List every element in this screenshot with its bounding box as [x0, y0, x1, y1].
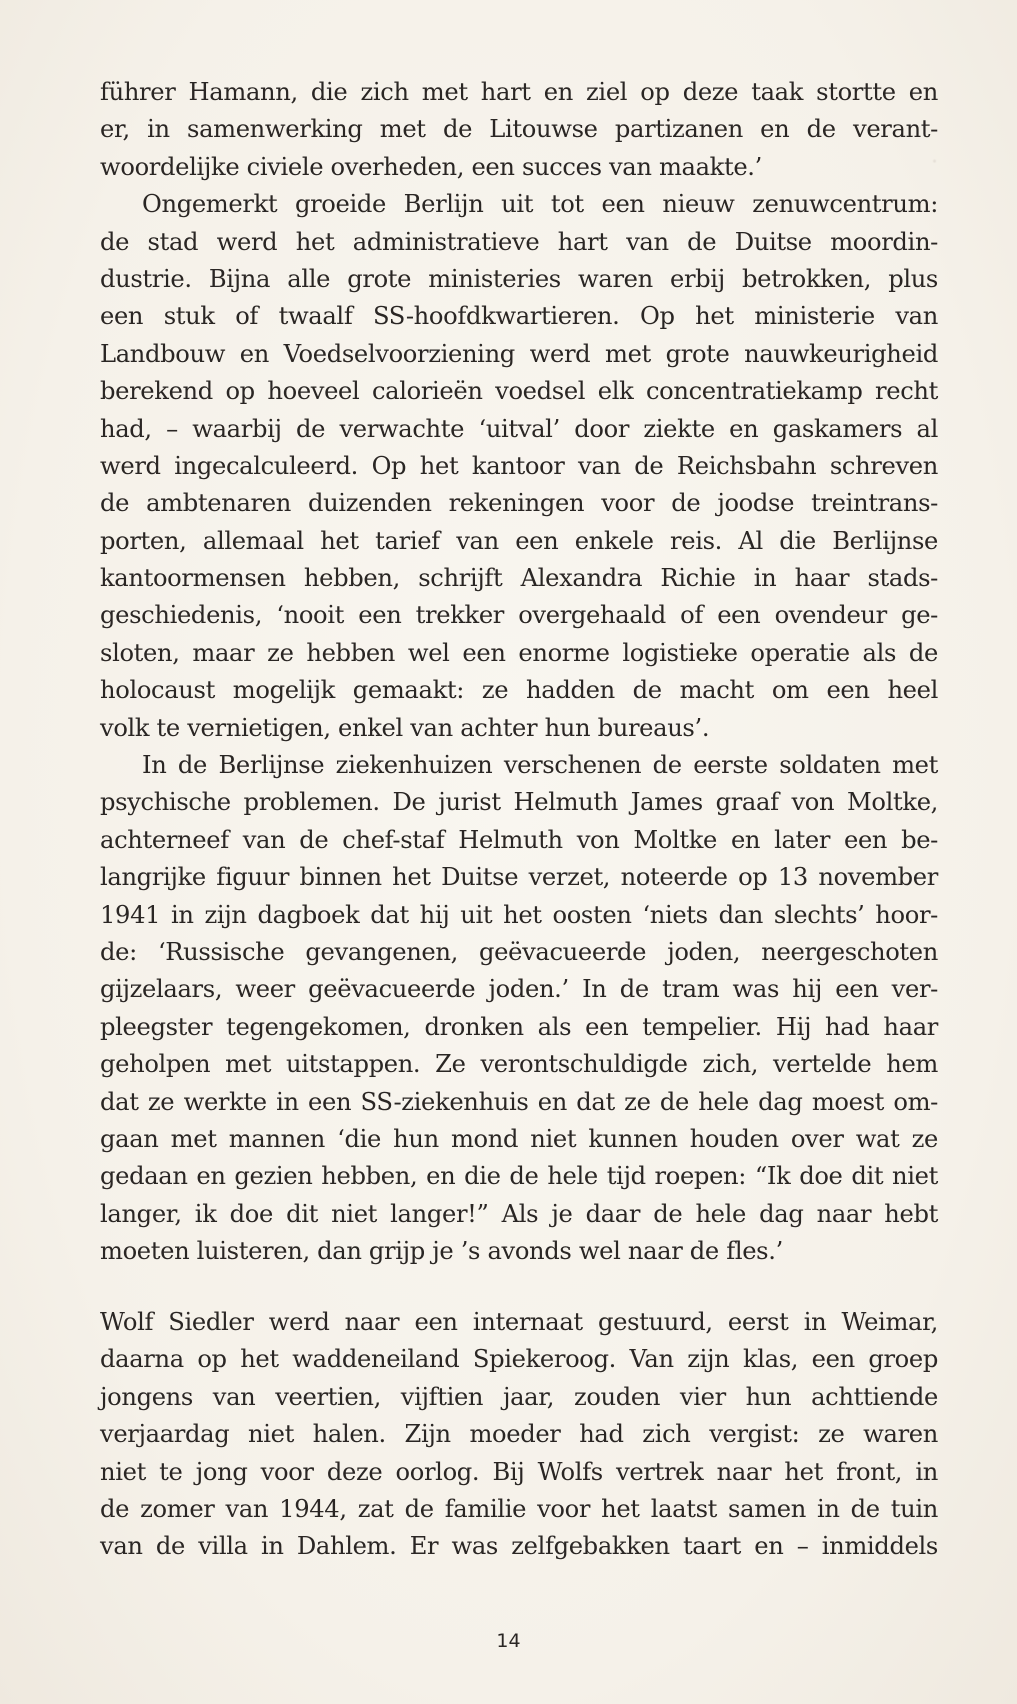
- text-line: de ambtenaren duizenden rekeningen voor de joodse treintrans-: [100, 489, 938, 518]
- text-line: gedaan en gezien hebben, en die de hele tijd roepen: “Ik doe dit niet: [100, 1162, 938, 1191]
- text-line: jongens van veertien, vijftien jaar, zouden vier hun achttiende: [100, 1382, 938, 1411]
- text-line: er, in samenwerking met de Litouwse partizanen en de verant-: [100, 115, 938, 144]
- text-line: niet te jong voor deze oorlog. Bij Wolfs vertrek naar het front, in: [100, 1457, 938, 1486]
- text-line: Ongemerkt groeide Berlijn uit tot een nieuw zenuwcentrum:: [142, 190, 938, 219]
- text-line: dat ze werkte in een SS-ziekenhuis en dat ze de hele dag moest om-: [100, 1087, 938, 1116]
- text-section-1: [100, 74, 938, 1271]
- text-line: In de Berlijnse ziekenhuizen verschenen de eerste soldaten met: [142, 751, 938, 780]
- text-line: langer, ik doe dit niet langer!” Als je daar de hele dag naar hebt: [100, 1199, 938, 1228]
- text-line: de zomer van 1944, zat de familie voor het laatst samen in de tuin: [100, 1494, 938, 1523]
- page-number: 14: [496, 1630, 521, 1652]
- text-line: geholpen met uitstappen. Ze verontschuldigde zich, vertelde hem: [100, 1050, 938, 1079]
- text-line: pleegster tegengekomen, dronken als een tempelier. Hij had haar: [100, 1012, 938, 1041]
- text-line: 1941 in zijn dagboek dat hij uit het oosten ‘niets dan slechts’ hoor-: [100, 900, 938, 929]
- text-line: psychische problemen. De jurist Helmuth James graaf von Moltke,: [100, 788, 938, 817]
- text-line: langrijke figuur binnen het Duitse verzet, noteerde op 13 november: [100, 863, 938, 892]
- text-line: werd ingecalculeerd. Op het kantoor van de Reichsbahn schreven: [100, 451, 938, 480]
- text-line: sloten, maar ze hebben wel een enorme logistieke operatie als de: [100, 638, 938, 667]
- text-line: de stad werd het administratieve hart van de Duitse moordin-: [100, 227, 938, 256]
- show-through-ghost-text: ·: [931, 150, 938, 175]
- text-line: dustrie. Bijna alle grote ministeries waren erbij betrokken, plus: [100, 264, 938, 293]
- text-section-2: [100, 1304, 938, 1566]
- text-line: van de villa in Dahlem. Er was zelfgebakken taart en – inmiddels: [100, 1532, 938, 1561]
- text-line: daarna op het waddeneiland Spiekeroog. Van zijn klas, een groep: [100, 1345, 938, 1374]
- text-line: kantoormensen hebben, schrijft Alexandra Richie in haar stads-: [100, 564, 938, 593]
- text-line: moeten luisteren, dan grijp je ’s avonds wel naar de fles.’: [100, 1237, 783, 1266]
- text-line: had, – waarbij de verwachte ‘uitval’ door ziekte en gaskamers al: [100, 414, 938, 443]
- text-line: verjaardag niet halen. Zijn moeder had zich vergist: ze waren: [100, 1420, 938, 1449]
- text-line: berekend op hoeveel calorieën voedsel elk concentratiekamp recht: [100, 377, 938, 406]
- text-line: volk te vernietigen, enkel van achter hun bureaus’.: [100, 713, 710, 742]
- text-line: achterneef van de chef-staf Helmuth von Moltke en later een be-: [100, 825, 938, 854]
- text-line: woordelijke civiele overheden, een succes van maakte.’: [100, 152, 762, 181]
- text-line: de: ‘Russische gevangenen, geëvacueerde joden, neergeschoten: [100, 937, 938, 966]
- text-line: führer Hamann, die zich met hart en ziel op deze taak stortte en: [100, 78, 938, 106]
- text-line: porten, allemaal het tarief van een enkele reis. Al die Berlijnse: [100, 526, 938, 555]
- text-line: gaan met mannen ‘die hun mond niet kunnen houden over wat ze: [100, 1124, 938, 1153]
- text-line: een stuk of twaalf SS-hoofdkwartieren. Op het ministerie van: [100, 302, 938, 331]
- text-line: Wolf Siedler werd naar een internaat gestuurd, eerst in Weimar,: [100, 1308, 938, 1336]
- text-line: holocaust mogelijk gemaakt: ze hadden de macht om een heel: [100, 676, 938, 705]
- text-line: gijzelaars, weer geëvacueerde joden.’ In de tram was hij een ver-: [100, 975, 938, 1004]
- text-line: Landbouw en Voedselvoorziening werd met grote nauwkeurigheid: [100, 339, 938, 368]
- text-line: geschiedenis, ‘nooit een trekker overgehaald of een ovendeur ge-: [100, 601, 938, 630]
